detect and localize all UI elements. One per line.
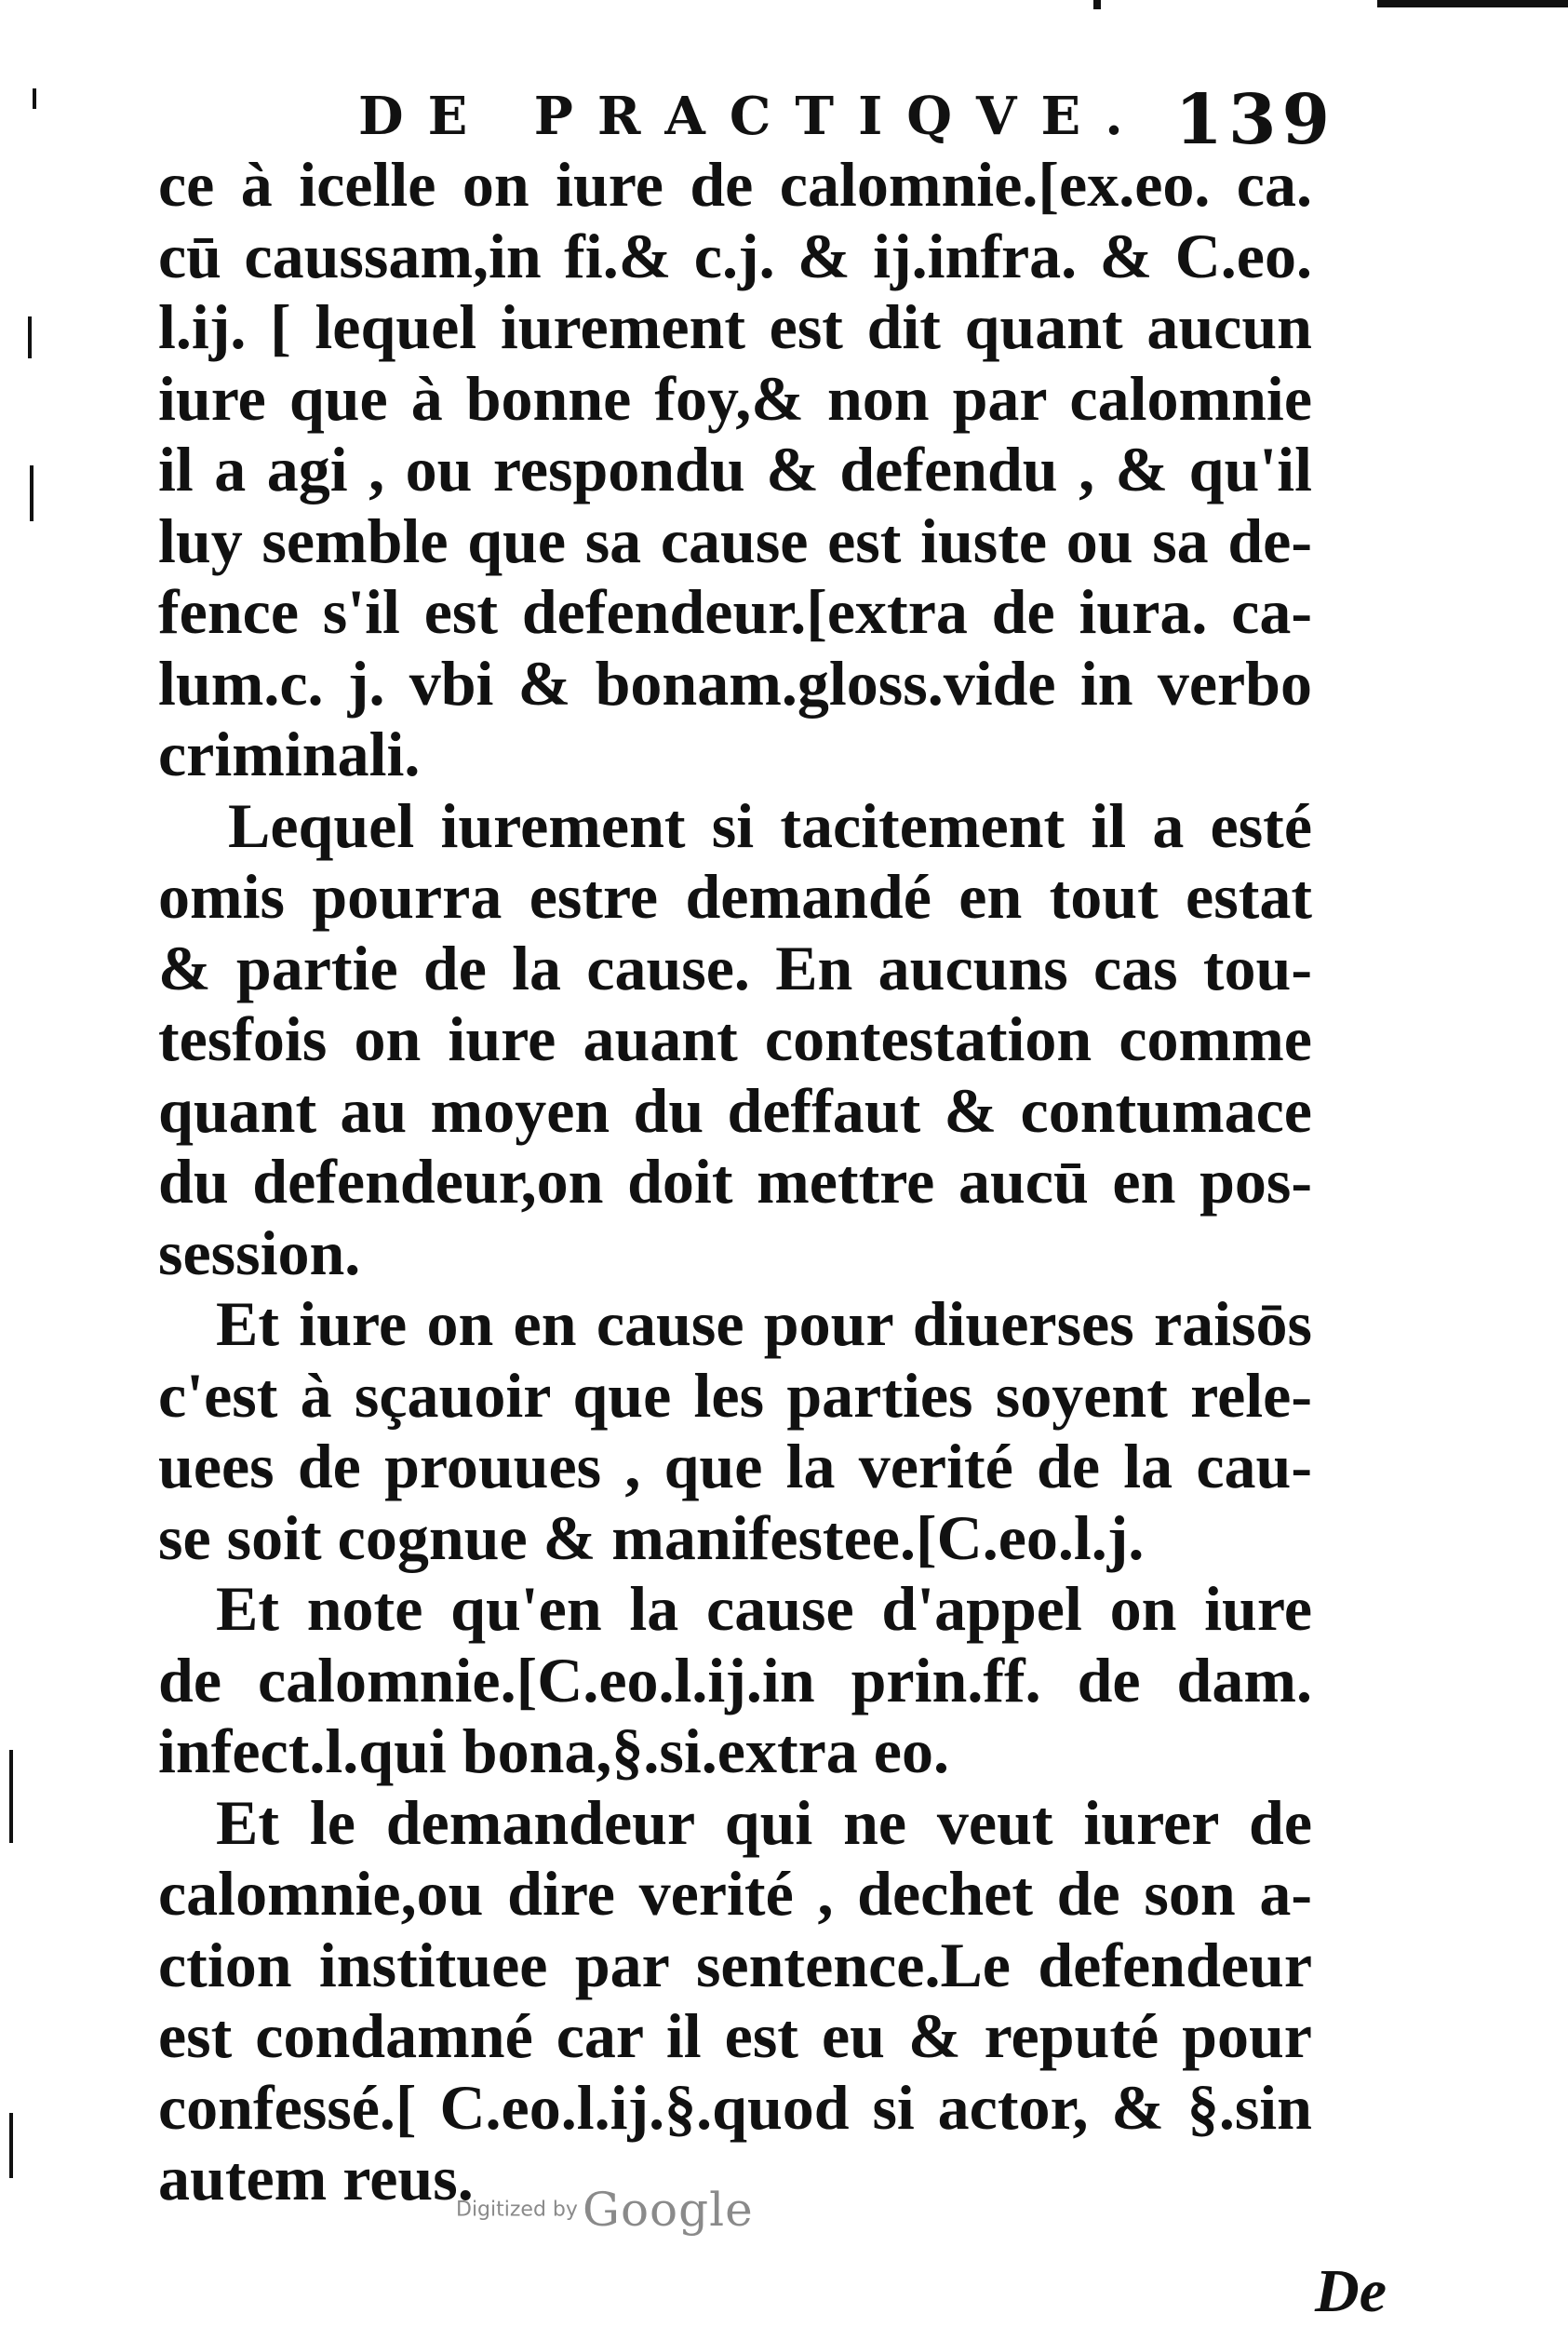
text-line: criminali. [158,719,421,789]
watermark-brand: Google [583,2183,754,2237]
paragraph-first-line: Et iure on en cause pour diuerses raisōs [216,1288,1312,1359]
page-number: 139 [1174,80,1335,160]
text-line: infect.l.qui bona,§.si.extra eo. [158,1715,949,1786]
text-line: lum.c. j. vbi & bonam.gloss.vide in verbo [158,647,1312,719]
text-line: l.ij. [ lequel iurement est dit quant aucun [158,291,1312,362]
text-line: iure que à bonne foy,& non par calomnie [158,362,1312,434]
top-edge-mark [1093,0,1101,9]
text-line: fence s'il est defendeur.[extra de iura. ca- [158,576,1312,647]
margin-mark [33,88,36,109]
text-line: est condamné car il est eu & reputé pour [158,2000,1312,2071]
text-line: calomnie,ou dire verité , dechet de son a- [158,1858,1312,1929]
body-text [158,149,1312,2214]
text-line: c'est à sçauoir que les parties soyent rele- [158,1359,1312,1431]
top-edge-rule [1377,0,1568,7]
paragraph-first-line: Et le demandeur qui ne veut iurer de [216,1786,1312,1858]
text-line: ce à icelle on iure de calomnie.[ex.eo. ca. [158,149,1312,220]
text-line: du defendeur,on doit mettre aucū en pos- [158,1146,1312,1217]
text-line: cū caussam,in fi.& c.j. & ij.infra. & C.eo. [158,220,1312,291]
text-line: ction instituee par sentence.Le defendeur [158,1929,1312,2000]
text-line: & partie de la cause. En aucuns cas tou- [158,932,1312,1003]
paragraph-first-line: Et note qu'en la cause d'appel on iure [216,1573,1312,1644]
text-line: session. [158,1217,361,1288]
margin-mark [28,316,32,358]
margin-mark [9,1750,13,1843]
text-line: de calomnie.[C.eo.l.ij.in prin.ff. de dam. [158,1644,1312,1715]
catchword: De [1315,2257,1387,2325]
text-line: confessé.[ C.eo.l.ij.§.quod si actor, & §.sin [158,2071,1312,2143]
text-line: autem reus. [158,2143,474,2213]
text-line: quant au moyen du deffaut & contumace [158,1074,1312,1146]
paragraph-first-line: Lequel iurement si tacitement il a esté [228,789,1312,861]
text-line: se soit cognue & manifestee.[C.eo.l.j. [158,1501,1145,1573]
text-line: omis pourra estre demandé en tout estat [158,861,1312,932]
text-line: il a agi , ou respondu & defendu , & qu'il [158,434,1312,504]
margin-mark [30,465,34,521]
text-line: luy semble que sa cause est iuste ou sa de- [158,504,1312,576]
running-title: DE PRACTIQVE. [358,86,1147,147]
digitization-watermark [456,2183,754,2237]
text-line: uees de prouues , que la verité de la cau- [158,1431,1312,1501]
margin-mark [9,2113,13,2178]
watermark-prefix: Digitized by [456,2198,578,2222]
text-line: tesfois on iure auant contestation comme [158,1003,1312,1074]
